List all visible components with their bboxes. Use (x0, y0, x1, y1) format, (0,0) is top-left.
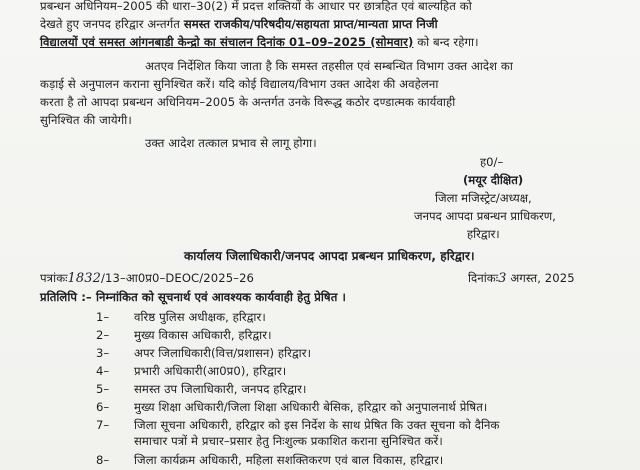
para1-line3-bold: विद्यालयों एवं समस्त आंगनबाडी केन्द्रो का संचालन दिनांक 01–09–2025 (सोमवार) (40, 35, 414, 49)
list-item: जिला कार्यक्रम अधिकारी, महिला सशक्तिकरण एवं बाल विकास, हरिद्वार। (134, 453, 444, 467)
date-label: दिनांकः (468, 271, 499, 285)
patrank-number: 1832 (67, 271, 102, 286)
list-item-number: 2– (96, 328, 110, 342)
list-item-number: 6– (96, 400, 110, 414)
date-day: 3 (498, 271, 507, 286)
list-item-continuation: समाचार पत्रों मे प्रचार–प्रसार हेतु निःशुल्क प्रकाशित कराना सुनिश्चित करें। (134, 434, 443, 448)
list-item: जिला सूचना अधिकारी, हरिद्वार को इस निर्देश के साथ प्रेषित कि उक्त सूचना को दैनिक (134, 418, 500, 432)
copy-text: निम्नांकित को सूचनार्थ एवं आवश्यक कार्यवाही हेतु प्रेषित । (91, 290, 347, 304)
memo-date (468, 270, 575, 287)
list-item-number: 5– (96, 382, 110, 396)
list-item: मुख्य शिक्षा अधिकारी/जिला शिक्षा अधिकारी बेसिक, हरिद्वार को अनुपालनार्थ प्रेषित। (134, 400, 488, 414)
list-item: प्रभारी अधिकारी(आ0प्र0), हरिद्वार। (134, 364, 287, 378)
list-item: समस्त उप जिलाधिकारी, जनपद हरिद्वार। (134, 382, 307, 396)
list-item-number: 1– (96, 310, 110, 324)
para1-line2-bold: समस्त राजकीय/परिषदीय/सहायता प्राप्त/मान्यता प्राप्त निजी (183, 17, 438, 31)
date-rest: अगस्त, 2025 (506, 271, 575, 285)
para1-line3-normal: को बन्द रहेगा। (413, 35, 479, 49)
para1-line3 (40, 34, 479, 50)
list-item-number: 8– (96, 453, 110, 467)
list-item: अपर जिलाधिकारी(वित्त/प्रशासन) हरिद्वार। (134, 346, 312, 360)
para1-line2 (40, 16, 438, 32)
memo-patrank (40, 270, 254, 287)
list-item-number: 4– (96, 364, 110, 378)
para2-line1: अतएव निर्देशित किया जाता है कि समस्त तहसील एवं सम्बन्धित विभाग उक्त आदेश का (145, 59, 513, 73)
patrank-label: पत्रांकः (40, 271, 68, 285)
para3: उक्त आदेश तत्काल प्रभाव से लागू होगा। (145, 136, 317, 150)
para2-line3: करता है तो आपदा प्रबन्धन अधिनियम–2005 के अन्तर्गत उनके विरूद्ध कठोर दण्डात्मक कार्यवाही (40, 95, 456, 109)
copy-label: प्रतिलिपि :– (40, 290, 92, 304)
signatory-authority: जनपद आपदा प्रबन्धन प्राधिकरण, (414, 209, 556, 223)
para1-line1: प्रबन्धन अधिनियम–2005 की धारा–30(2) में प्रदत्त शक्तियों के आधार पर छात्रहित एवं बाल्यहित को (40, 0, 472, 13)
signatory-designation: जिला मजिस्ट्रेट/अध्यक्ष, (435, 191, 532, 205)
signed-mark: ह0/– (480, 155, 504, 169)
para2-line4: सुनिश्चित की जायेगी। (40, 113, 132, 127)
office-heading: कार्यालय जिलाधिकारी/जनपद आपदा प्रबन्धन प्राधिकरण, हरिद्वार। (184, 249, 475, 263)
signatory-name: (मयूर दीक्षित) (463, 173, 524, 187)
signatory-place: हरिद्वार। (467, 227, 500, 241)
list-item-number: 3– (96, 346, 110, 360)
list-item: मुख्य विकास अधिकारी, हरिद्वार। (134, 328, 272, 342)
list-item: वरिष्ठ पुलिस अधीक्षक, हरिद्वार। (134, 310, 266, 324)
copy-heading (40, 289, 346, 305)
list-item-number: 7– (96, 418, 110, 432)
patrank-suffix: /13–आ0प्र0–DEOC/2025–26 (101, 271, 255, 285)
para1-line2-normal: देखते हुए जनपद हरिद्वार अन्तर्गत (40, 17, 184, 31)
para2-line2: कड़ाई से अनुपालन कराना सुनिश्चित करें। यदि कोई विद्यालय/विभाग उक्त आदेश की अवहेलना (40, 77, 439, 91)
